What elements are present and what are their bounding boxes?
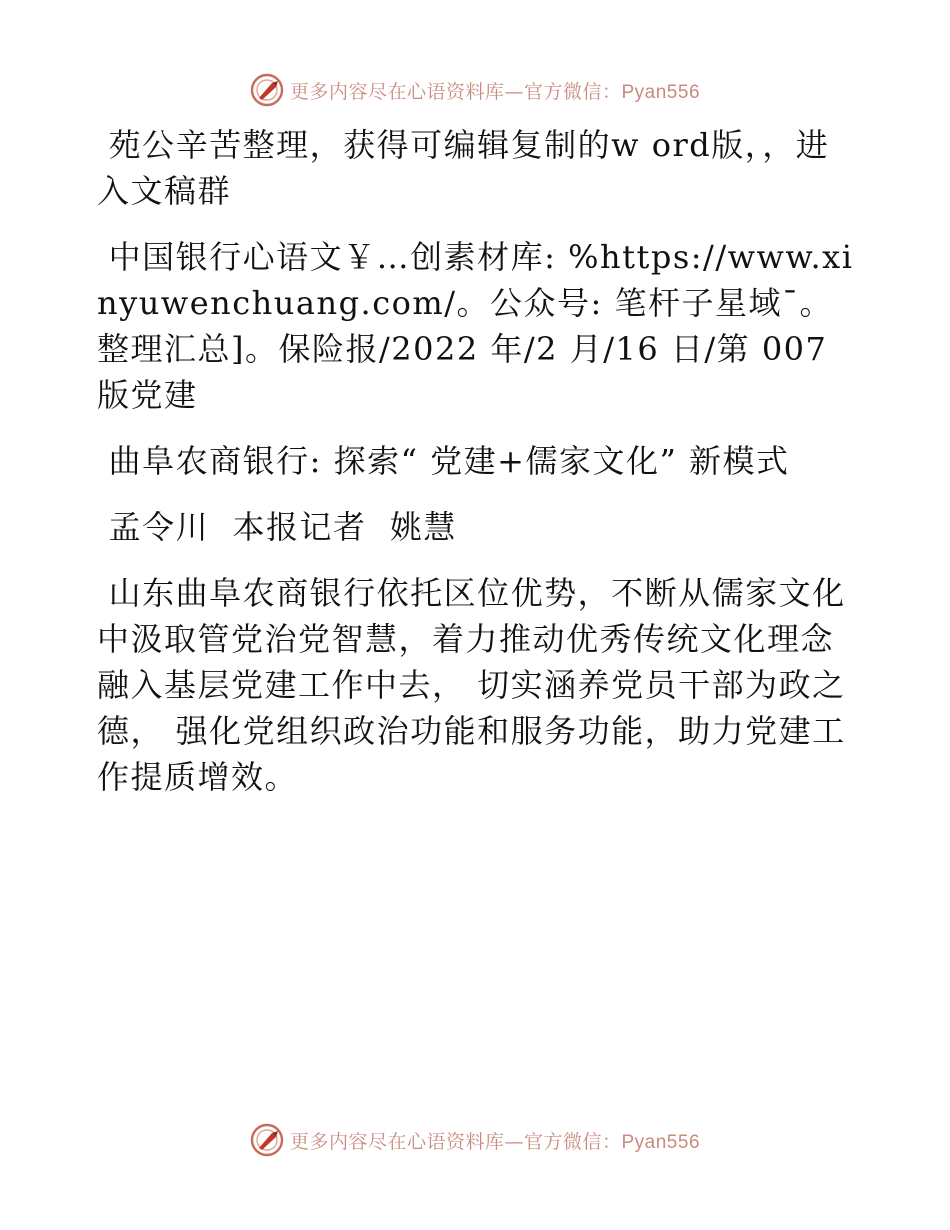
watermark-text: 更多内容尽在心语资料库—官方微信：Pyan556 (289, 80, 701, 103)
article-title: 曲阜农商银行: 探索“ 党建+儒家文化” 新模式 (97, 442, 790, 480)
paragraph-intro: 苑公辛苦整理，获得可编辑复制的w ord版，，进入文稿群 (97, 126, 830, 210)
pen-nib-logo-icon (250, 73, 284, 107)
paragraph-source: 中国银行心语文￥…创素材库: %https://www.xinyuwenchuang.com/。公众号: 笔杆子星域¯。整理汇总]。保险报/2022 年/2 月/16 日/第 007 版党建 (97, 238, 854, 414)
watermark-text: 更多内容尽在心语资料库—官方微信：Pyan556 (289, 1130, 701, 1153)
paragraph-lead: 山东曲阜农商银行依托区位优势，不断从儒家文化中汲取管党治党智慧，着力推动优秀传统文化理念融入基层党建工作中去， 切实涵养党员干部为政之德， 强化党组织政治功能和服务功能，助力党建工作提质增效。 (97, 574, 846, 796)
document-body (97, 122, 857, 820)
pen-nib-logo-icon (250, 1123, 284, 1157)
article-byline: 孟令川 本报记者 姚慧 (97, 508, 457, 546)
footer-watermark (0, 1120, 950, 1160)
header-watermark (0, 70, 950, 110)
